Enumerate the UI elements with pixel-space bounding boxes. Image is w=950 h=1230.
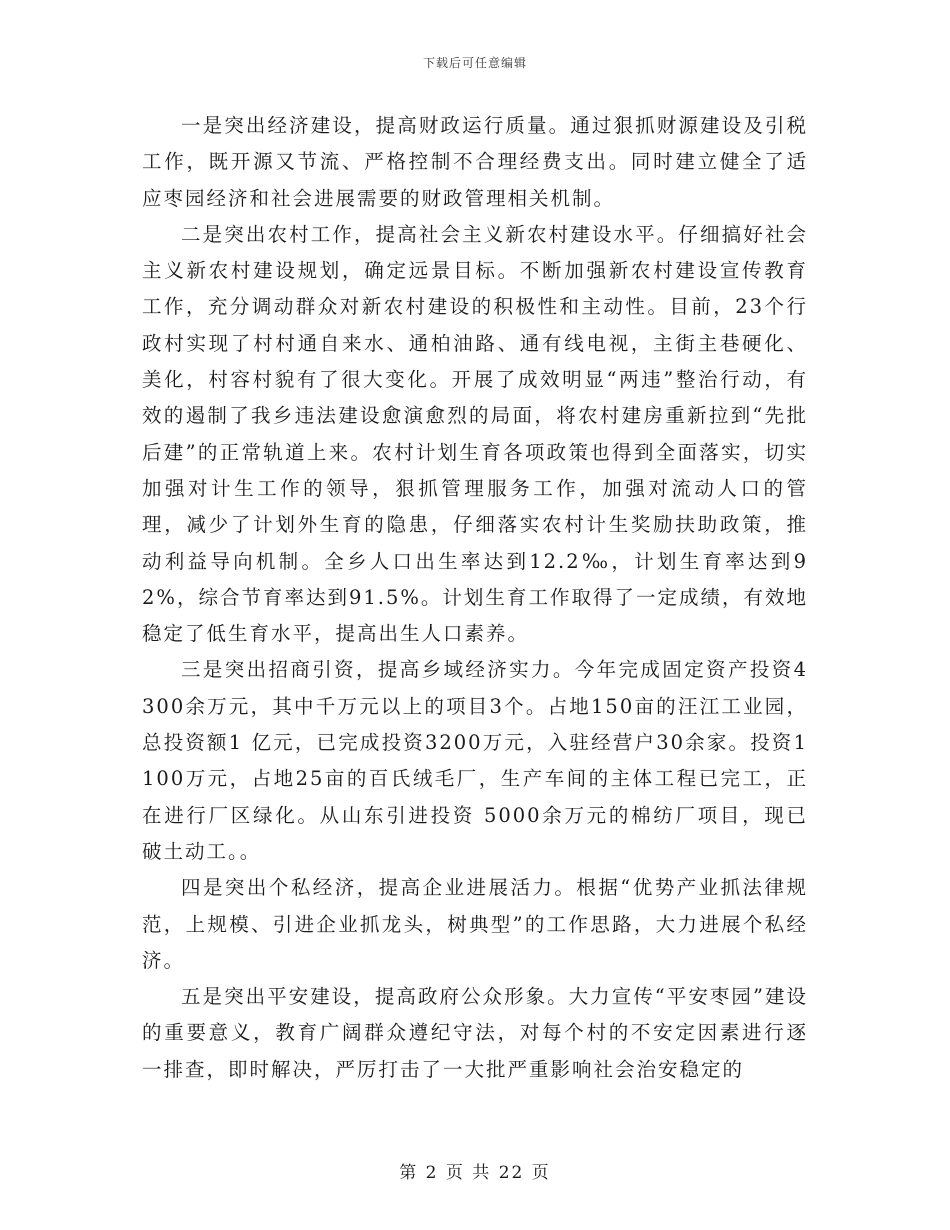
page-header-note: 下载后可任意编辑 [422,56,527,70]
paragraph-investment: 三是突出招商引资，提高乡域经济实力。今年完成固定资产投资4300余万元，其中千万元以上的项目3个。占地150亩的汪江工业园，总投资额1 亿元，已完成投资3200万元，入驻经营户30余家。投资1100万元，占地25亩的百氏绒毛厂，生产车间的主体工程已完工，正在进行厂区绿化。从山东引进投资 5000余万元的棉纺厂项目，现已破土动工。。 [142,658,808,863]
document-body [142,108,808,1088]
paragraph-private-economy: 四是突出个私经济，提高企业进展活力。根据“优势产业抓法律规范，上规模、引进企业抓龙头，树典型”的工作思路，大力进展个私经济。 [142,876,808,972]
paragraph-economy: 一是突出经济建设，提高财政运行质量。通过狠抓财源建设及引税工作，既开源又节流、严格控制不合理经费支出。同时建立健全了适应枣园经济和社会进展需要的财政管理相关机制。 [142,114,808,210]
paragraph-safety: 五是突出平安建设，提高政府公众形象。大力宣传“平安枣园”建设的重要意义，教育广阔群众遵纪守法，对每个村的不安定因素进行逐一排查，即时解决，严厉打击了一大批严重影响社会治安稳定的 [142,985,808,1081]
page-number-footer: 第 2 页 共 22 页 [399,1163,551,1183]
paragraph-rural-work: 二是突出农村工作，提高社会主义新农村建设水平。仔细搞好社会主义新农村建设规划，确定远景目标。不断加强新农村建设宣传教育工作，充分调动群众对新农村建设的积极性和主动性。目前，23个行政村实现了村村通自来水、通柏油路、通有线电视，主街主巷硬化、美化，村容村貌有了很大变化。开展了成效明显“两违”整治行动，有效的遏制了我乡违法建设愈演愈烈的局面，将农村建房重新拉到“先批后建”的正常轨道上来。农村计划生育各项政策也得到全面落实，切实加强对计生工作的领导，狠抓管理服务工作，加强对流动人口的管理，减少了计划外生育的隐患，仔细落实农村计生奖励扶助政策，推动利益导向机制。全乡人口出生率达到12.2‰，计划生育率达到92%，综合节育率达到91.5%。计划生育工作取得了一定成绩，有效地稳定了低生育水平，提高出生人口素养。 [142,222,808,646]
